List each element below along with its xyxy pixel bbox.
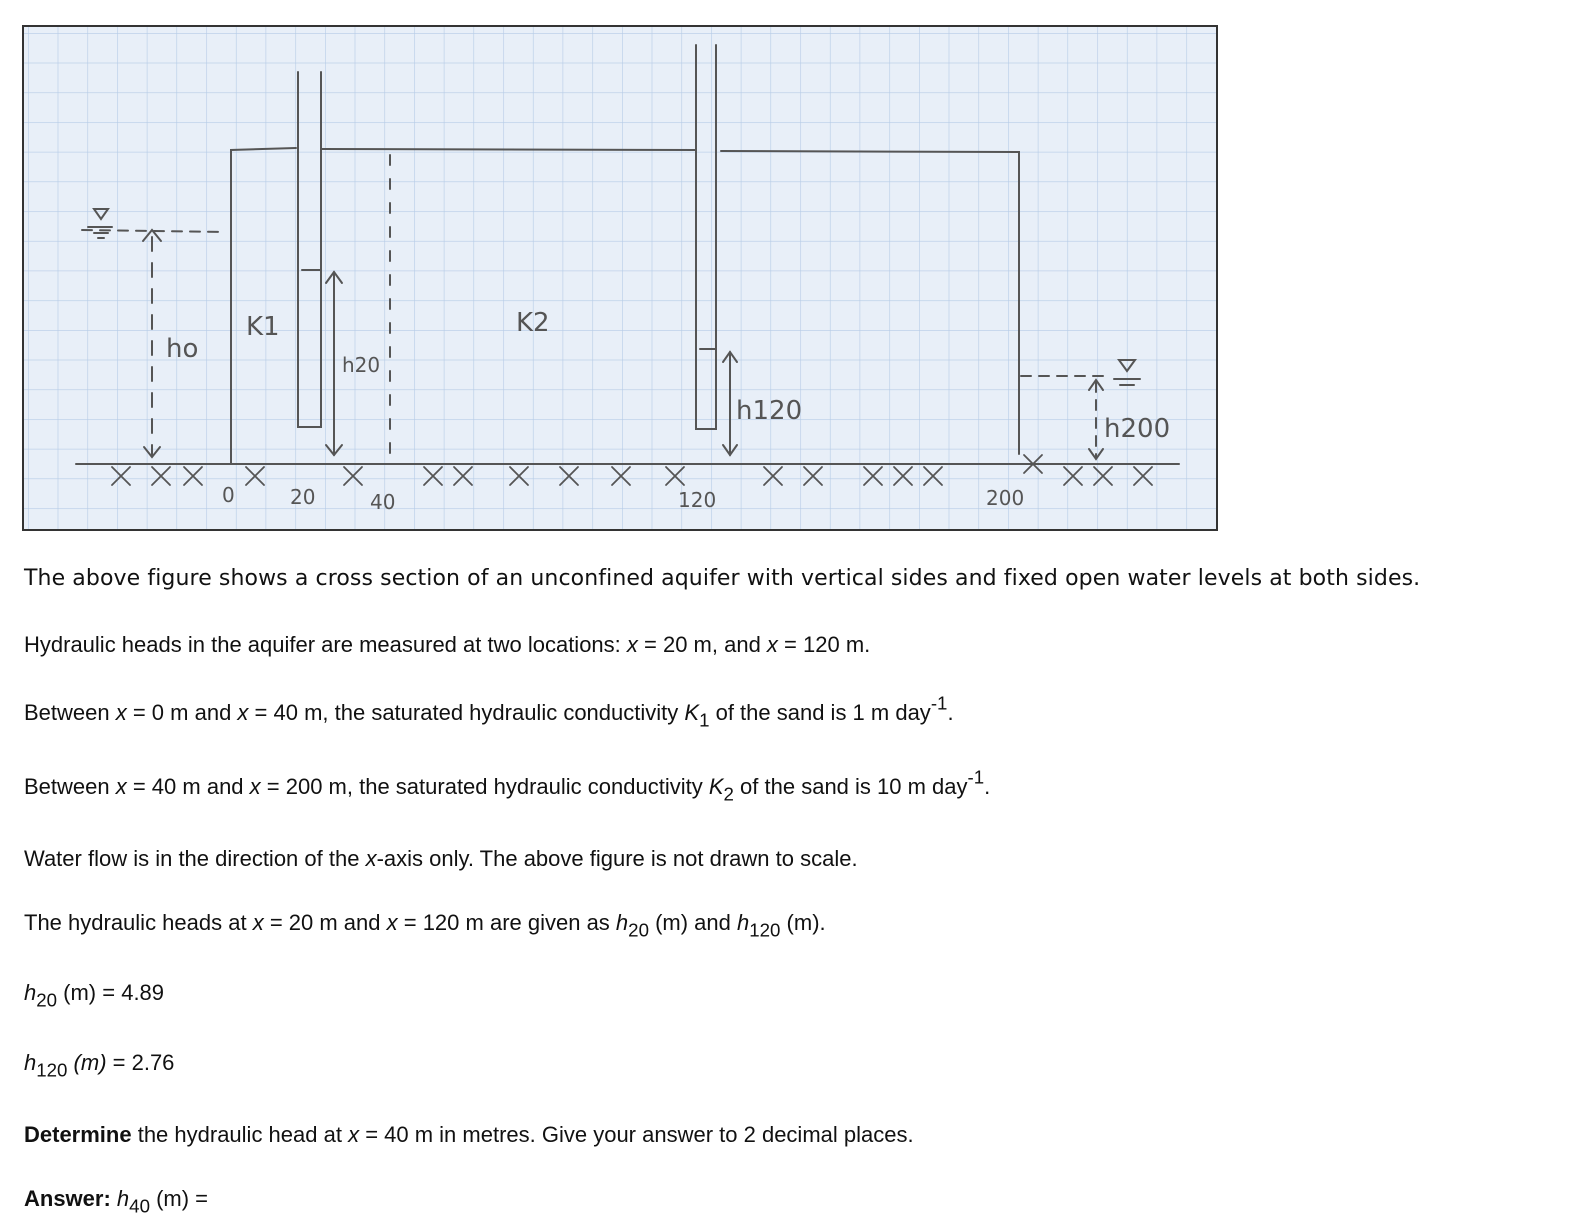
aquifer-figure bbox=[22, 25, 1218, 531]
aquifer-diagram bbox=[24, 27, 1216, 529]
para-flow-direction: Water flow is in the direction of the x-axis only. The above figure is not drawn to scale. bbox=[24, 846, 858, 871]
label-h0: ho bbox=[166, 334, 199, 364]
given-h120: $h_{120}$ (m) = 2.76 bbox=[24, 1050, 175, 1081]
aquifer-top bbox=[322, 149, 696, 150]
tick-x0: 0 bbox=[222, 483, 235, 507]
tick-x200: 200 bbox=[986, 486, 1025, 510]
tick-x40: 40 bbox=[370, 490, 396, 514]
label-k2: K2 bbox=[516, 308, 550, 338]
para-k1: Between x = 0 m and x = 40 m, the saturated hydraulic conductivity $K_1$ of the sand is 1 m day$^{-1}$. bbox=[24, 692, 954, 731]
para-heads: The hydraulic heads at x = 20 m and x = 120 m are given as $h_{20}$ (m) and $h_{120}$ (m). bbox=[24, 910, 826, 941]
tick-x20: 20 bbox=[290, 485, 316, 509]
label-k1: K1 bbox=[246, 312, 280, 342]
para-k2: Between x = 40 m and x = 200 m, the saturated hydraulic conductivity $K_2$ of the sand is 10 m day$^{-1}$. bbox=[24, 766, 991, 805]
question-prompt: Determine the hydraulic head at x = 40 m in metres. Give your answer to 2 decimal places. bbox=[24, 1122, 914, 1147]
tick-x120: 120 bbox=[678, 488, 717, 512]
label-h20: h20 bbox=[342, 353, 381, 377]
label-h200: h200 bbox=[1104, 414, 1171, 444]
given-h20: $h_{20}$ (m) = 4.89 bbox=[24, 980, 165, 1011]
label-h120: h120 bbox=[736, 396, 803, 426]
intro-paragraph: The above figure shows a cross section of an unconfined aquifer with vertical sides and fixed open water levels at both sides. bbox=[24, 566, 1421, 591]
para-measurements: Hydraulic heads in the aquifer are measured at two locations: x = 20 m, and x = 120 m. bbox=[24, 632, 871, 657]
answer-line: Answer: $h_{40}$ (m) = bbox=[24, 1186, 209, 1217]
